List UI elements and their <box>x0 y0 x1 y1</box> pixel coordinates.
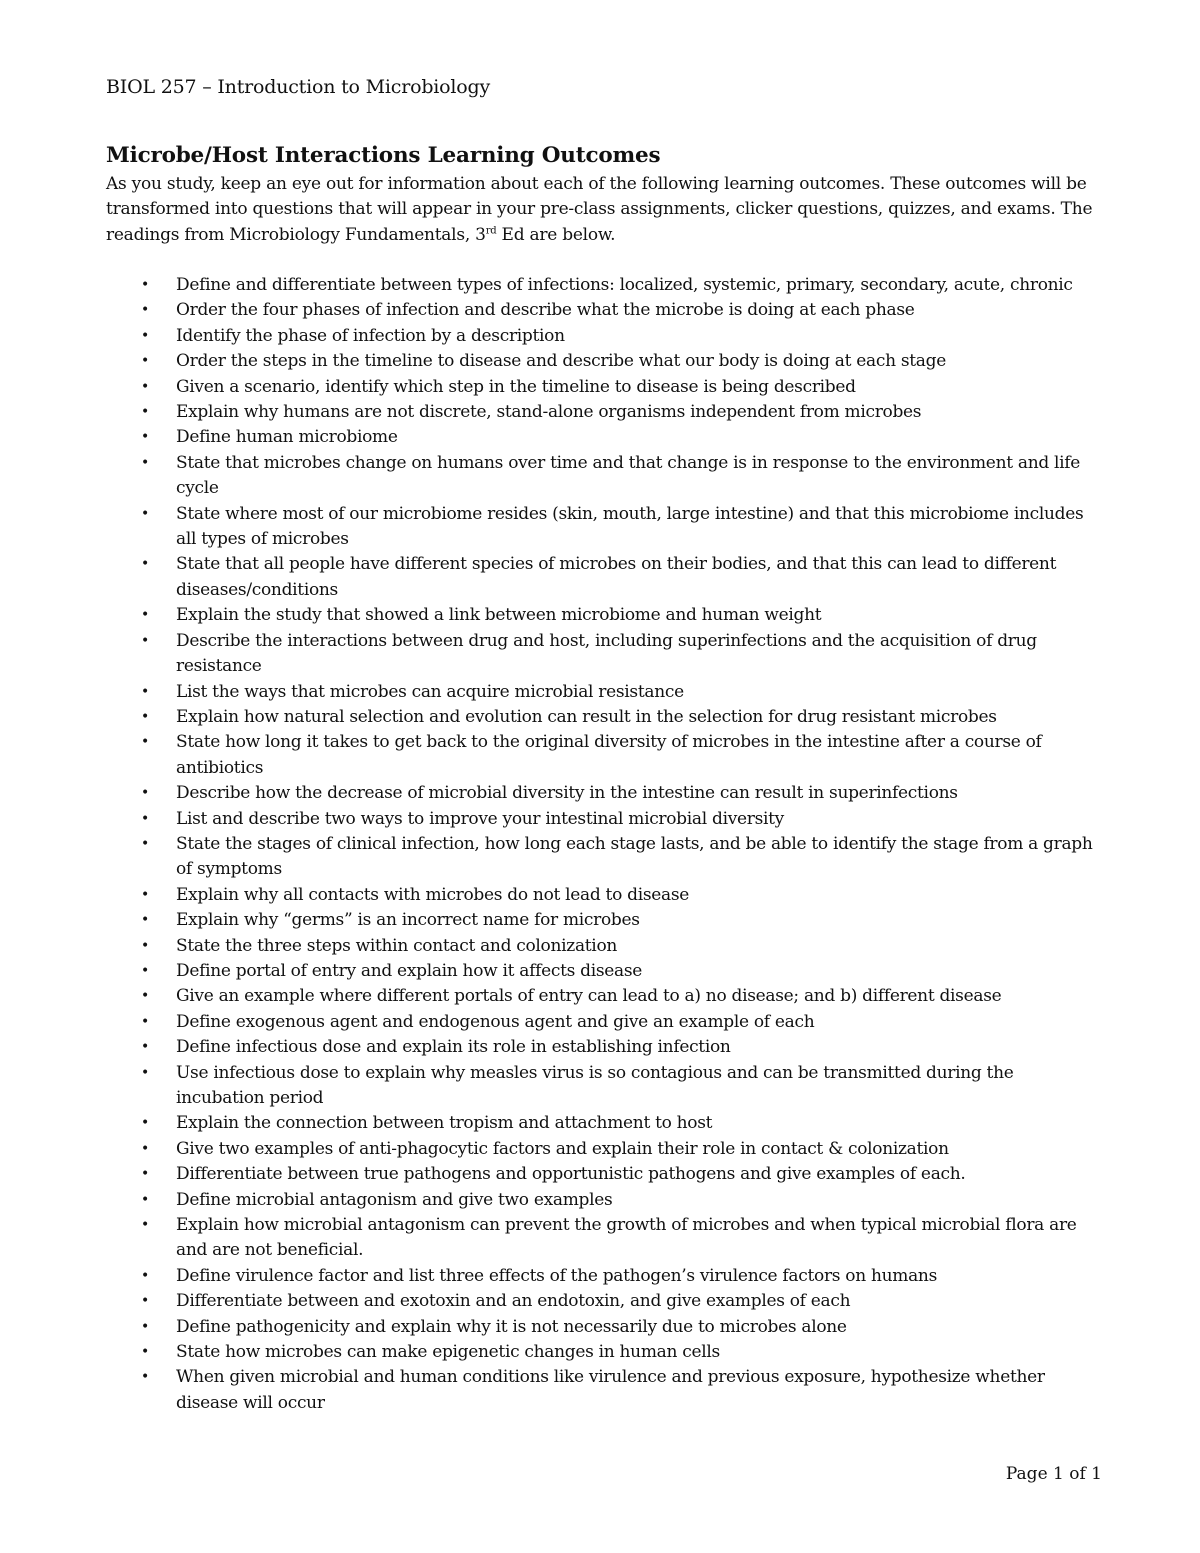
list-item-text: Identify the phase of infection by a description <box>176 325 565 346</box>
bullet-icon: • <box>141 277 149 293</box>
list-item <box>141 1340 1106 1365</box>
list-item-text: Use infectious dose to explain why measles virus is so contagious and can be transmitted during the incubation period <box>176 1062 1014 1108</box>
bullet-icon: • <box>141 404 149 421</box>
list-item-text: Define and differentiate between types of infections: localized, systemic, primary, secondary, acute, chronic <box>176 275 1073 295</box>
bullet-icon: • <box>141 556 149 573</box>
list-item-text: State the stages of clinical infection, how long each stage lasts, and be able to identify the stage from a graph of symptoms <box>176 833 1093 880</box>
list-item <box>141 502 1106 553</box>
bullet-icon: • <box>141 1267 149 1284</box>
bullet-icon: • <box>141 429 149 446</box>
learning-outcomes-list <box>141 273 1106 1416</box>
list-item <box>141 1162 1106 1187</box>
list-item-text: Define pathogenicity and explain why it is not necessarily due to microbes alone <box>176 1316 847 1337</box>
list-item-text: State how long it takes to get back to the original diversity of microbes in the intestine after a course of antibiotics <box>176 732 1042 778</box>
bullet-icon: • <box>141 962 149 979</box>
bullet-icon: • <box>141 302 149 319</box>
bullet-icon: • <box>141 1039 149 1056</box>
list-item-text: List and describe two ways to improve your intestinal microbial diversity <box>176 808 784 829</box>
list-item <box>141 781 1106 806</box>
bullet-icon: • <box>141 1369 149 1386</box>
list-item-text: Define microbial antagonism and give two examples <box>176 1189 613 1210</box>
bullet-icon: • <box>141 734 149 751</box>
list-item-text: Explain why all contacts with microbes do not lead to disease <box>176 884 690 905</box>
list-item-text: Differentiate between and exotoxin and an endotoxin, and give examples of each <box>176 1291 851 1312</box>
bullet-icon: • <box>141 785 149 802</box>
list-item <box>141 730 1106 781</box>
list-item <box>141 705 1106 730</box>
bullet-icon: • <box>141 353 149 370</box>
list-item-text: Give two examples of anti-phagocytic factors and explain their role in contact & colonization <box>176 1138 949 1159</box>
list-item-text: Describe how the decrease of microbial diversity in the intestine can result in superinfections <box>176 783 958 804</box>
list-item <box>141 1188 1106 1213</box>
intro-paragraph <box>106 172 1106 248</box>
list-item <box>141 1213 1106 1264</box>
list-item <box>141 1061 1106 1112</box>
list-item-text: State where most of our microbiome resides (skin, mouth, large intestine) and that this microbiome includes all types of microbes <box>176 503 1084 550</box>
bullet-icon: • <box>141 1293 149 1310</box>
list-item-text: When given microbial and human conditions like virulence and previous exposure, hypothesize whether disease will occur <box>176 1367 1045 1413</box>
list-item-text: State that microbes change on humans over time and that change is in response to the environment and life cycle <box>176 452 1081 499</box>
list-item <box>141 349 1106 374</box>
list-item-text: Define human microbiome <box>176 427 398 448</box>
list-item-text: Explain the connection between tropism and attachment to host <box>176 1113 713 1134</box>
list-item <box>141 451 1106 502</box>
bullet-icon: • <box>141 1344 149 1361</box>
list-item-text: Define exogenous agent and endogenous agent and give an example of each <box>176 1011 815 1032</box>
list-item <box>141 425 1106 450</box>
bullet-icon: • <box>141 886 149 903</box>
list-item-text: State that all people have different species of microbes on their bodies, and that this can lead to different diseases/conditions <box>176 554 1057 600</box>
list-item-text: Define portal of entry and explain how it affects disease <box>176 960 643 981</box>
bullet-icon: • <box>141 1115 149 1132</box>
bullet-icon: • <box>141 937 149 954</box>
bullet-icon: • <box>141 1166 149 1183</box>
bullet-icon: • <box>141 810 149 827</box>
list-item-text: Define infectious dose and explain its role in establishing infection <box>176 1037 731 1058</box>
list-item <box>141 400 1106 425</box>
page-number: Page 1 of 1 <box>1005 1464 1102 1484</box>
list-item-text: Define virulence factor and list three effects of the pathogen’s virulence factors on humans <box>176 1265 938 1286</box>
list-item <box>141 908 1106 933</box>
list-item <box>141 1035 1106 1060</box>
bullet-icon: • <box>141 632 149 649</box>
list-item <box>141 984 1106 1009</box>
list-item <box>141 832 1106 883</box>
bullet-icon: • <box>141 708 149 725</box>
bullet-icon: • <box>141 505 149 522</box>
bullet-icon: • <box>141 454 149 471</box>
list-item <box>141 1111 1106 1136</box>
list-item <box>141 375 1106 400</box>
list-item-text: List the ways that microbes can acquire microbial resistance <box>176 681 684 702</box>
bullet-icon: • <box>141 378 149 395</box>
list-item <box>141 883 1106 908</box>
list-item <box>141 603 1106 628</box>
list-item <box>141 1010 1106 1035</box>
bullet-icon: • <box>141 912 149 929</box>
list-item <box>141 1137 1106 1162</box>
list-item <box>141 1264 1106 1289</box>
list-item <box>141 273 1106 298</box>
list-item-text: Explain why “germs” is an incorrect name for microbes <box>176 910 640 931</box>
bullet-icon: • <box>141 1217 149 1234</box>
list-item <box>141 934 1106 959</box>
list-item <box>141 959 1106 984</box>
list-item <box>141 629 1106 680</box>
ordinal-suffix: rd <box>485 225 497 237</box>
bullet-icon: • <box>141 1013 149 1030</box>
list-item-text: Explain how natural selection and evolution can result in the selection for drug resistant microbes <box>176 706 997 727</box>
bullet-icon: • <box>141 1064 149 1081</box>
bullet-icon: • <box>141 988 149 1005</box>
intro-text: As you study, keep an eye out for information about each of the following learning outcomes. These outcomes will be transformed into questions that will appear in your pre-class assignments, clicker questions, quizzes, and exams. The readings from Microbiology Fundamentals, 3 <box>106 174 1093 245</box>
bullet-icon: • <box>141 1318 149 1335</box>
list-item <box>141 1365 1106 1416</box>
list-item <box>141 1315 1106 1340</box>
list-item-text: Explain how microbial antagonism can prevent the growth of microbes and when typical microbial flora are and are not beneficial. <box>176 1215 1077 1261</box>
list-item-text: Give an example where different portals of entry can lead to a) no disease; and b) different disease <box>176 986 1002 1007</box>
list-item <box>141 807 1106 832</box>
list-item-text: Describe the interactions between drug and host, including superinfections and the acquisition of drug resistance <box>176 630 1037 677</box>
list-item <box>141 552 1106 603</box>
list-item-text: State how microbes can make epigenetic changes in human cells <box>176 1342 720 1363</box>
bullet-icon: • <box>141 683 149 700</box>
list-item <box>141 324 1106 349</box>
list-item-text: Order the steps in the timeline to disease and describe what our body is doing at each stage <box>176 351 946 372</box>
list-item-text: Explain why humans are not discrete, stand-alone organisms independent from microbes <box>176 402 922 423</box>
list-item <box>141 1289 1106 1314</box>
page-title: Microbe/Host Interactions Learning Outcomes <box>106 143 661 168</box>
bullet-icon: • <box>141 1191 149 1208</box>
bullet-icon: • <box>141 1140 149 1157</box>
list-item-text: Order the four phases of infection and describe what the microbe is doing at each phase <box>176 300 915 321</box>
bullet-icon: • <box>141 607 149 624</box>
course-header: BIOL 257 – Introduction to Microbiology <box>106 76 491 98</box>
list-item-text: State the three steps within contact and colonization <box>176 935 618 956</box>
list-item-text: Given a scenario, identify which step in the timeline to disease is being described <box>176 376 856 397</box>
list-item <box>141 680 1106 705</box>
list-item <box>141 298 1106 323</box>
bullet-icon: • <box>141 835 149 852</box>
intro-text-end: Ed are below. <box>496 224 616 245</box>
list-item-text: Differentiate between true pathogens and opportunistic pathogens and give examples of each. <box>176 1164 966 1185</box>
list-item-text: Explain the study that showed a link between microbiome and human weight <box>176 605 822 626</box>
bullet-icon: • <box>141 327 149 344</box>
